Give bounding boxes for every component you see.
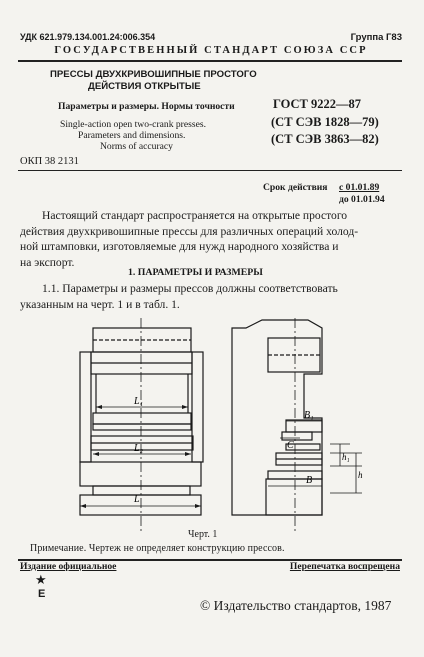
sev-code-1: (СТ СЭВ 1828—79) [271, 115, 379, 129]
intro-line-3: ной штамповки, изготовляемые для нужд народного хозяйства и [20, 240, 339, 253]
header-rule [18, 60, 402, 62]
dim-B: B [306, 475, 313, 486]
intro-line-4: на экспорт. [20, 255, 75, 269]
intro-line-1: Настоящий стандарт распространяется на открытые простого [42, 209, 348, 222]
clause-1-1-line-1: 1.1. Параметры и размеры прессов должны соответствовать [42, 282, 338, 295]
okp-code: ОКП 38 2131 [20, 156, 79, 167]
reprint-prohibited: Перепечатка воспрещена [289, 561, 400, 572]
copyright: © Издательство стандартов, 1987 [200, 598, 392, 613]
left-column [80, 352, 91, 462]
right-column [192, 352, 203, 462]
title-ru-subtitle: Параметры и размеры. Нормы точности [58, 101, 235, 112]
dim-h1: h₁ [342, 452, 350, 462]
title-en-line2: Parameters and dimensions. [78, 130, 186, 141]
title-ru-line1: ПРЕССЫ ДВУХКРИВОШИПНЫЕ ПРОСТОГО [50, 69, 257, 80]
okp-rule [18, 170, 402, 171]
dim-h: h [358, 470, 363, 480]
group-code: Группа Г83 [350, 32, 402, 43]
dim-L: L [134, 494, 140, 505]
dim-B1: B₁ [304, 410, 314, 421]
star-mark: ★ [35, 572, 47, 587]
gost-number: ГОСТ 9222—87 [273, 97, 362, 111]
dim-C: C [287, 440, 294, 451]
dim-L2: L₂ [134, 443, 144, 454]
official-edition: Издание официальное [20, 561, 117, 572]
figure-note: Примечание. Чертеж не определяет конструкцию прессов. [30, 543, 285, 554]
validity-from: с 01.01.89 [339, 182, 380, 193]
agency-banner: ГОСУДАРСТВЕННЫЙ СТАНДАРТ СОЮЗА ССР [54, 45, 368, 56]
title-en-line1: Single-action open two-crank presses. [60, 119, 206, 130]
sev-code-2: (СТ СЭВ 3863—82) [271, 132, 379, 146]
side-base [266, 479, 322, 515]
base [80, 495, 201, 515]
clause-1-1 [20, 281, 402, 312]
section-heading: 1. ПАРАМЕТРЫ И РАЗМЕРЫ [128, 267, 263, 278]
intro-line-2: действия двухкривошипные прессы для различных операций холод- [20, 224, 359, 238]
intro-paragraph [20, 208, 402, 270]
clause-1-1-line-2: указанным на черт. 1 и в табл. 1. [20, 297, 180, 311]
title-ru-line2: ДЕЙСТВИЯ ОТКРЫТЫЕ [88, 81, 201, 92]
title-en-line3: Norms of accuracy [100, 141, 173, 152]
validity-label: Срок действия [263, 182, 328, 193]
figure-caption: Черт. 1 [188, 529, 218, 540]
slide [93, 413, 191, 424]
press-drawing [0, 318, 424, 536]
edition-letter: E [38, 588, 46, 600]
validity-to: до 01.01.94 [339, 194, 385, 205]
dim-L1: L₁ [134, 396, 144, 407]
bed [80, 462, 201, 486]
udk-code: УДК 621.979.134.001.24:006.354 [20, 32, 156, 42]
